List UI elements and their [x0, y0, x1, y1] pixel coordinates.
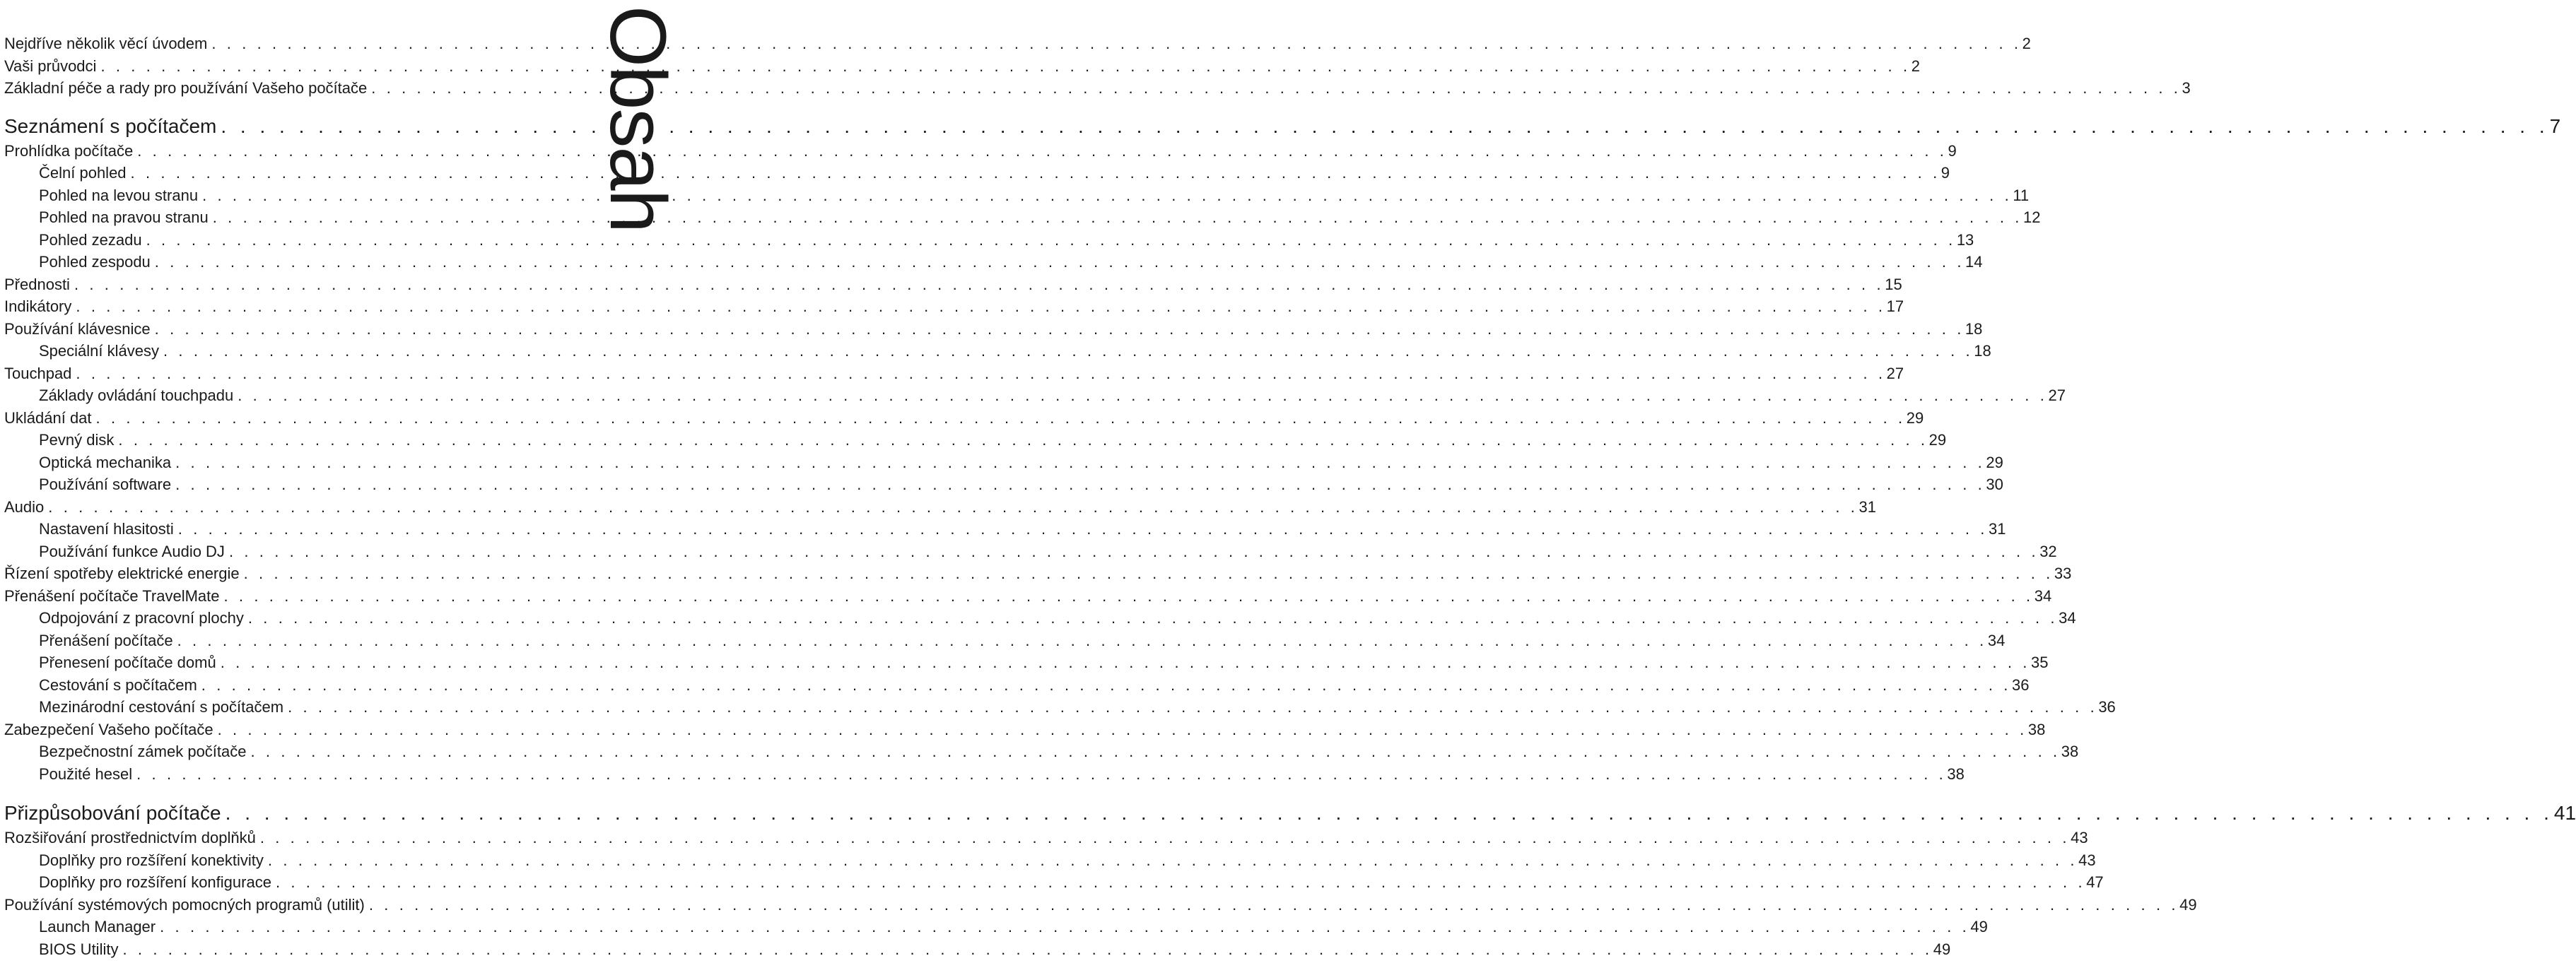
- toc-subsection[interactable]: [4, 740, 2079, 763]
- toc-section[interactable]: [4, 894, 2197, 916]
- toc-entry-label: Čelní pohled: [39, 164, 127, 182]
- toc-chapter[interactable]: [4, 112, 2561, 140]
- toc-subsection[interactable]: [4, 384, 2066, 407]
- toc-subsection[interactable]: [4, 451, 2003, 474]
- toc-subsection[interactable]: [4, 674, 2030, 697]
- toc-entry-label: Audio: [4, 497, 45, 516]
- toc-entry-label: Seznámení s počítačem: [4, 114, 217, 137]
- toc-entry-page: 47: [2086, 873, 2104, 891]
- dot-leader: . . . . . . . . . . . . . . . . . . . . . . . . . . . . . . . . . . . . . . . . . . . . . . . . . . . . . . . . . . . . . . . . . . . . . . . . . . . . . . . . . . . . . . . . . . . . . . . . . . . . . . . . . . . . . . . . . . . . . . . .: [223, 586, 2034, 605]
- dot-leader: . . . . . . . . . . . . . . . . . . . . . . . . . . . . . . . . . . . . . . . . . . . . . . . . . . . . . . . . . . . . . . . . . . . . . . . . . . . . . . . . . . . . . . . . . . . . . . . . . . . . . . . . . . . . . . . . . . . . . . . .: [175, 453, 1986, 471]
- toc-entry-label: Přednosti: [4, 275, 70, 293]
- dot-leader: . . . . . . . . . . . . . . . . . . . . . . . . . . . . . . . . . . . . . . . . . . . . . . . . . . . . . . . . . . . . . . . . . . . . . . . . . . . . . . . . . . . . . . . . . . . . . . . . . . . . . . . . . . . . . . . . . . . . . . . .: [146, 230, 1956, 249]
- toc-subsection[interactable]: [4, 251, 1983, 273]
- toc-entry-page: 18: [1974, 342, 1991, 360]
- dot-leader: . . . . . . . . . . . . . . . . . . . . . . . . . . . . . . . . . . . . . . . . . . . . . . . . . . . . . . . . . . . . . . . . . . . . . . . . . . . . . . . . . . . . . . . . . . . . . . . . . . . . . . . . . . . . . . . . . . . . . . . .: [136, 764, 1947, 783]
- toc-entry-page: 34: [1987, 631, 2006, 649]
- toc-entry-page: 49: [1933, 940, 1951, 958]
- dot-leader: . . . . . . . . . . . . . . . . . . . . . . . . . . . . . . . . . . . . . . . . . . . . . . . . . . . . . . . . . . . . . . . . . . . . . . . . . . . . . . . . . . . . . . . . . . . . . . . . . . . . . . . . . . . . . . . . . . . . . . . .: [74, 275, 1885, 293]
- toc-entry-page: 49: [1970, 918, 1988, 935]
- toc-subsection[interactable]: [4, 916, 1988, 938]
- dot-leader: . . . . . . . . . . . . . . . . . . . . . . . . . . . . . . . . . . . . . . . . . . . . . . . . . . . . . . . . . . . . . . . . . . . . . . . . . . . . . . . . . . . . . . . . . . . . . . . . . . . . . . . . . . . . . . . . . . . . . . . .: [202, 186, 2013, 204]
- toc-entry-label: Odpojování z pracovní plochy: [39, 609, 244, 627]
- toc-entry-page: 38: [2061, 743, 2079, 760]
- toc-entry-page: 35: [2030, 654, 2049, 671]
- toc-entry-page: 31: [1989, 520, 2006, 538]
- toc-entry-page: 13: [1956, 230, 1974, 249]
- toc-entry-label: Optická mechanika: [39, 453, 172, 471]
- toc-subsection[interactable]: [4, 849, 2096, 872]
- toc-section[interactable]: [4, 719, 2046, 741]
- toc-entry-page: 31: [1858, 497, 1877, 516]
- dot-leader: . . . . . . . . . . . . . . . . . . . . . . . . . . . . . . . . . . . . . . . . . . . . . . . . . . . . . . . . . . . . . . . . . . . . . . . . . . . . . . . . . . . . . . . . . . . . . . . . . . . . . . . . . . . . . . . . . . . . . . . .: [76, 297, 1886, 315]
- toc-entry-label: Vaši průvodci: [4, 57, 97, 75]
- toc-subsection[interactable]: [4, 184, 2030, 207]
- dot-leader: . . . . . . . . . . . . . . . . . . . . . . . . . . . . . . . . . . . . . . . . . . . . . . . . . . . . . . . . . . . . . . . . . . . . . . . . . . . . . . . . . . . . . . . . . . . . . . . . . . . . . . . . . . . . . . . . . . . . . . . .: [250, 743, 2061, 760]
- toc-subsection[interactable]: [4, 429, 1947, 451]
- dot-leader: . . . . . . . . . . . . . . . . . . . . . . . . . . . . . . . . . . . . . . . . . . . . . . . . . . . . . . . . . . . . . . . . . . . . . . . . . . . . . . . . . . . . . . . . . . . . . . . . . . . . . . . . . . . . . . . . . . . . . . . .: [76, 364, 1886, 382]
- toc-entry-label: Zabezpečení Vašeho počítače: [4, 720, 213, 738]
- dot-leader: . . . . . . . . . . . . . . . . . . . . . . . . . . . . . . . . . . . . . . . . . . . . . . . . . . . . . . . . . . . . . . . . . . . . . . . . . . . . . . . . . . . . . . . . . . . . . . . . . . . . . . . . . . . . . . . . . . . . . . . .: [163, 342, 1974, 360]
- toc-subsection[interactable]: [4, 651, 2049, 674]
- toc-entry-label: Speciální klávesy: [39, 342, 159, 360]
- toc-entry-label: Ukládání dat: [4, 408, 92, 427]
- dot-leader: . . . . . . . . . . . . . . . . . . . . . . . . . . . . . . . . . . . . . . . . . . . . . . . . . . . . . . . . . . . . . . . . . . . . . . . . . . . . . . . . . . . . . . . . . . . . . . . . . . . . . . . . . . . . . . . . . . . . . . . .: [177, 631, 1987, 649]
- toc-entry-page: 27: [1886, 364, 1904, 382]
- toc-entry-page: 12: [2022, 208, 2041, 226]
- toc-entry-page: 9: [1948, 141, 1957, 160]
- toc-entry-page: 11: [2013, 186, 2030, 204]
- toc-entry-label: Přenesení počítače domů: [39, 654, 216, 671]
- toc-entry-page: 17: [1886, 297, 1904, 315]
- dot-leader: . . . . . . . . . . . . . . . . . . . . . . . . . . . . . . . . . . . . . . . . . . . . . . . . . . . . . . . . . . . . . . . . . . . . . . . . . . . . . . . . . . . . . . . . . . . . . . . . . . . . . . . . . . . . . . . . . . . . . . . .: [201, 675, 2012, 694]
- toc-entry-label: Nejdříve několik věcí úvodem: [4, 35, 208, 52]
- toc-subsection[interactable]: [4, 696, 2116, 719]
- toc-section[interactable]: [4, 496, 1877, 519]
- toc-subsection[interactable]: [4, 518, 2006, 541]
- dot-leader: . . . . . . . . . . . . . . . . . . . . . . . . . . . . . . . . . . . . . . . . . . . . . . . . . . . . . . . . . . . . . . . . . . . . . . . . . . . . . . . . . . . . . . . . . . . . . . . . . . . . . . . . . . . . . . . . . . . . . . . .: [122, 940, 1933, 958]
- toc-subsection[interactable]: [4, 229, 1974, 252]
- dot-leader: . . . . . . . . . . . . . . . . . . . . . . . . . . . . . . . . . . . . . . . . . . . . . . . . . . . . . . . . . . . . . . . . . . . . . . . . . . . . . . . . . . . . . . . . . . . . . . . . . . . . . . . . . . . . . . . . . . . . . . . .: [154, 319, 1965, 338]
- toc-entry-page: 29: [1986, 453, 2003, 471]
- toc-entry-page: 34: [2059, 609, 2076, 627]
- toc-entry-label: Řízení spotřeby elektrické energie: [4, 565, 240, 582]
- toc-entry-label: Bezpečnostní zámek počítače: [39, 743, 247, 760]
- toc-entry-label: Přenášení počítače: [39, 631, 173, 649]
- toc-subsection[interactable]: [4, 206, 2041, 229]
- toc-section[interactable]: [4, 827, 2088, 849]
- dot-leader: . . . . . . . . . . . . . . . . . . . . . . . . . . . . . . . . . . . . . . . . . . . . . . . . . . . . . . . . . . . . . . . . . . . . . . . . . . . . . . . . . . . . . . . . . . . . . . . . . . . . . . . . . . . . . . . . . . . . . . . .: [247, 609, 2059, 627]
- toc-subsection[interactable]: [4, 162, 1950, 184]
- side-title: Obsah: [594, 6, 682, 232]
- toc-entry-label: Používání funkce Audio DJ: [39, 542, 225, 560]
- dot-leader: . . . . . . . . . . . . . . . . . . . . . . . . . . . . . . . . . . . . . . . . . . . . . . . . . . . . . . . . . . . . . . . . . . . . . . . . . . . . . . . . . . . . . . . . . . . . . . . . . . . . . . . . . . . . . . . . . . . . . . . .: [211, 35, 2022, 52]
- toc-entry-page: 41: [2553, 802, 2576, 824]
- toc-section[interactable]: [4, 295, 1904, 318]
- toc-entry-page: 32: [2039, 542, 2057, 560]
- toc-entry-label: Nastavení hlasitosti: [39, 520, 174, 538]
- toc-entry-page: 2: [1911, 57, 1920, 75]
- dot-leader: . . . . . . . . . . . . . . . . . . . . . . . . . . . . . . . . . . . . . . . . . . . . . . . . . . . . . . . . . . . . . . . . . . . . . . . . . . . . . . . . . . . . . . . . . . . . . . . . . . . . . . . . . . . . . . . . . . . . . . . .: [225, 802, 2553, 824]
- dot-leader: . . . . . . . . . . . . . . . . . . . . . . . . . . . . . . . . . . . . . . . . . . . . . . . . . . . . . . . . . . . . . . . . . . . . . . . . . . . . . . . . . . . . . . . . . . . . . . . . . . . . . . . . . . . . . . . . . . . . . . . .: [160, 918, 1970, 935]
- toc-entry-label: Prohlídka počítače: [4, 141, 134, 160]
- toc-entry-page: 3: [2182, 79, 2191, 97]
- dot-leader: . . . . . . . . . . . . . . . . . . . . . . . . . . . . . . . . . . . . . . . . . . . . . . . . . . . . . . . . . . . . . . . . . . . . . . . . . . . . . . . . . . . . . . . . . . . . . . . . . . . . . . . . . . . . . . . . . . . . . . . .: [368, 895, 2179, 914]
- toc-section[interactable]: [4, 33, 2031, 55]
- dot-leader: . . . . . . . . . . . . . . . . . . . . . . . . . . . . . . . . . . . . . . . . . . . . . . . . . . . . . . . . . . . . . . . . . . . . . . . . . . . . . . . . . . . . . . . . . . . . . . . . . . . . . . . . . . . . . . . . . . . . . . . .: [175, 476, 1986, 493]
- dot-leader: . . . . . . . . . . . . . . . . . . . . . . . . . . . . . . . . . . . . . . . . . . . . . . . . . . . . . . . . . . . . . . . . . . . . . . . . . . . . . . . . . . . . . . . . . . . . . . . . . . . . . . . . . . . . . . . . . . . . . . . .: [221, 114, 2549, 137]
- toc-entry-label: Pohled na pravou stranu: [39, 208, 209, 226]
- toc-entry-page: 15: [1885, 275, 1902, 293]
- toc-subsection[interactable]: [4, 630, 2006, 652]
- toc-entry-label: Pevný disk: [39, 431, 115, 449]
- toc-entry-label: Používání software: [39, 476, 172, 493]
- toc-subsection[interactable]: [4, 763, 1965, 786]
- toc-subsection[interactable]: [4, 871, 2104, 894]
- toc-entry-label: Základní péče a rady pro používání Vašeho počítače: [4, 79, 368, 97]
- dot-leader: . . . . . . . . . . . . . . . . . . . . . . . . . . . . . . . . . . . . . . . . . . . . . . . . . . . . . . . . . . . . . . . . . . . . . . . . . . . . . . . . . . . . . . . . . . . . . . . . . . . . . . . . . . . . . . . . . . . . . . . .: [238, 386, 2048, 404]
- dot-leader: . . . . . . . . . . . . . . . . . . . . . . . . . . . . . . . . . . . . . . . . . . . . . . . . . . . . . . . . . . . . . . . . . . . . . . . . . . . . . . . . . . . . . . . . . . . . . . . . . . . . . . . . . . . . . . . . . . . . . . . .: [220, 654, 2030, 671]
- toc-entry-page: 43: [2071, 829, 2088, 846]
- toc-subsection[interactable]: [4, 340, 1991, 362]
- toc-entry-label: Pohled na levou stranu: [39, 186, 199, 204]
- dot-leader: . . . . . . . . . . . . . . . . . . . . . . . . . . . . . . . . . . . . . . . . . . . . . . . . . . . . . . . . . . . . . . . . . . . . . . . . . . . . . . . . . . . . . . . . . . . . . . . . . . . . . . . . . . . . . . . . . . . . . . . .: [100, 57, 1911, 75]
- dot-leader: . . . . . . . . . . . . . . . . . . . . . . . . . . . . . . . . . . . . . . . . . . . . . . . . . . . . . . . . . . . . . . . . . . . . . . . . . . . . . . . . . . . . . . . . . . . . . . . . . . . . . . . . . . . . . . . . . . . . . . . .: [95, 408, 1906, 427]
- toc-entry-page: 38: [1947, 764, 1965, 783]
- toc-subsection[interactable]: [4, 607, 2076, 630]
- toc-entry-page: 29: [1928, 431, 1947, 449]
- dot-leader: . . . . . . . . . . . . . . . . . . . . . . . . . . . . . . . . . . . . . . . . . . . . . . . . . . . . . . . . . . . . . . . . . . . . . . . . . . . . . . . . . . . . . . . . . . . . . . . . . . . . . . . . . . . . . . . . . . . . . . . .: [137, 141, 1948, 160]
- toc-section[interactable]: [4, 407, 1924, 430]
- toc-entry-label: Přenášení počítače TravelMate: [4, 586, 220, 605]
- toc-entry-label: Základy ovládání touchpadu: [39, 386, 234, 404]
- toc-subsection[interactable]: [4, 541, 2057, 563]
- toc-chapter[interactable]: [4, 799, 2576, 827]
- toc-entry-label: BIOS Utility: [39, 940, 119, 958]
- toc-section[interactable]: [4, 77, 2191, 100]
- toc-entry-label: Používání systémových pomocných programů (utilit): [4, 895, 365, 914]
- toc-entry-page: 33: [2054, 565, 2072, 582]
- toc-entry-label: Mezinárodní cestování s počítačem: [39, 698, 284, 716]
- toc-subsection[interactable]: [4, 473, 2003, 496]
- toc-entry-page: 7: [2549, 114, 2561, 137]
- toc-entry-label: Indikátory: [4, 297, 72, 315]
- toc-entry-page: 36: [2012, 675, 2030, 694]
- toc-entry-label: Pohled zezadu: [39, 230, 142, 249]
- toc-entry-label: Používání klávesnice: [4, 319, 151, 338]
- dot-leader: . . . . . . . . . . . . . . . . . . . . . . . . . . . . . . . . . . . . . . . . . . . . . . . . . . . . . . . . . . . . . . . . . . . . . . . . . . . . . . . . . . . . . . . . . . . . . . . . . . . . . . . . . . . . . . . . . . . . . . . .: [371, 79, 2182, 97]
- dot-leader: . . . . . . . . . . . . . . . . . . . . . . . . . . . . . . . . . . . . . . . . . . . . . . . . . . . . . . . . . . . . . . . . . . . . . . . . . . . . . . . . . . . . . . . . . . . . . . . . . . . . . . . . . . . . . . . . . . . . . . . .: [275, 873, 2086, 891]
- toc-entry-label: Použité hesel: [39, 764, 133, 783]
- toc-section[interactable]: [4, 55, 1920, 78]
- toc-entry-page: 38: [2027, 720, 2046, 738]
- toc-entry-page: 14: [1965, 253, 1983, 271]
- dot-leader: . . . . . . . . . . . . . . . . . . . . . . . . . . . . . . . . . . . . . . . . . . . . . . . . . . . . . . . . . . . . . . . . . . . . . . . . . . . . . . . . . . . . . . . . . . . . . . . . . . . . . . . . . . . . . . . . . . . . . . . .: [130, 164, 1940, 182]
- toc-section[interactable]: [4, 562, 2072, 585]
- dot-leader: . . . . . . . . . . . . . . . . . . . . . . . . . . . . . . . . . . . . . . . . . . . . . . . . . . . . . . . . . . . . . . . . . . . . . . . . . . . . . . . . . . . . . . . . . . . . . . . . . . . . . . . . . . . . . . . . . . . . . . . .: [217, 720, 2027, 738]
- dot-leader: . . . . . . . . . . . . . . . . . . . . . . . . . . . . . . . . . . . . . . . . . . . . . . . . . . . . . . . . . . . . . . . . . . . . . . . . . . . . . . . . . . . . . . . . . . . . . . . . . . . . . . . . . . . . . . . . . . . . . . . .: [267, 851, 2078, 869]
- toc-entry-page: 27: [2048, 386, 2066, 404]
- toc-entry-label: Rozšiřování prostřednictvím doplňků: [4, 829, 256, 846]
- dot-leader: . . . . . . . . . . . . . . . . . . . . . . . . . . . . . . . . . . . . . . . . . . . . . . . . . . . . . . . . . . . . . . . . . . . . . . . . . . . . . . . . . . . . . . . . . . . . . . . . . . . . . . . . . . . . . . . . . . . . . . . .: [177, 520, 1989, 538]
- toc-entry-label: Cestování s počítačem: [39, 675, 197, 694]
- dot-leader: . . . . . . . . . . . . . . . . . . . . . . . . . . . . . . . . . . . . . . . . . . . . . . . . . . . . . . . . . . . . . . . . . . . . . . . . . . . . . . . . . . . . . . . . . . . . . . . . . . . . . . . . . . . . . . . . . . . . . . . .: [243, 565, 2054, 582]
- toc-entry-page: 2: [2022, 35, 2031, 52]
- toc-entry-label: Touchpad: [4, 364, 72, 382]
- toc-subsection[interactable]: [4, 938, 1951, 961]
- toc-entry-page: 43: [2078, 851, 2096, 869]
- toc-entry-page: 30: [1986, 476, 2003, 493]
- toc-section[interactable]: [4, 318, 1983, 341]
- toc-entry-page: 18: [1965, 319, 1983, 338]
- toc-section[interactable]: [4, 140, 1957, 163]
- toc-entry-label: Launch Manager: [39, 918, 156, 935]
- toc-section[interactable]: [4, 585, 2052, 608]
- toc-entry-label: Přizpůsobování počítače: [4, 802, 221, 824]
- toc-entry-label: Doplňky pro rozšíření konektivity: [39, 851, 264, 869]
- toc-entry-label: Pohled zespodu: [39, 253, 151, 271]
- dot-leader: . . . . . . . . . . . . . . . . . . . . . . . . . . . . . . . . . . . . . . . . . . . . . . . . . . . . . . . . . . . . . . . . . . . . . . . . . . . . . . . . . . . . . . . . . . . . . . . . . . . . . . . . . . . . . . . . . . . . . . . .: [154, 253, 1965, 271]
- dot-leader: . . . . . . . . . . . . . . . . . . . . . . . . . . . . . . . . . . . . . . . . . . . . . . . . . . . . . . . . . . . . . . . . . . . . . . . . . . . . . . . . . . . . . . . . . . . . . . . . . . . . . . . . . . . . . . . . . . . . . . . .: [48, 497, 1858, 516]
- toc-section[interactable]: [4, 273, 1902, 296]
- dot-leader: . . . . . . . . . . . . . . . . . . . . . . . . . . . . . . . . . . . . . . . . . . . . . . . . . . . . . . . . . . . . . . . . . . . . . . . . . . . . . . . . . . . . . . . . . . . . . . . . . . . . . . . . . . . . . . . . . . . . . . . .: [259, 829, 2071, 846]
- toc-entry-page: 29: [1906, 408, 1924, 427]
- toc-entry-page: 36: [2098, 698, 2116, 716]
- dot-leader: . . . . . . . . . . . . . . . . . . . . . . . . . . . . . . . . . . . . . . . . . . . . . . . . . . . . . . . . . . . . . . . . . . . . . . . . . . . . . . . . . . . . . . . . . . . . . . . . . . . . . . . . . . . . . . . . . . . . . . . .: [118, 431, 1928, 449]
- toc-entry-page: 49: [2179, 895, 2197, 914]
- toc-section[interactable]: [4, 362, 1904, 385]
- dot-leader: . . . . . . . . . . . . . . . . . . . . . . . . . . . . . . . . . . . . . . . . . . . . . . . . . . . . . . . . . . . . . . . . . . . . . . . . . . . . . . . . . . . . . . . . . . . . . . . . . . . . . . . . . . . . . . . . . . . . . . . .: [288, 698, 2098, 716]
- toc-entry-page: 34: [2034, 586, 2052, 605]
- dot-leader: . . . . . . . . . . . . . . . . . . . . . . . . . . . . . . . . . . . . . . . . . . . . . . . . . . . . . . . . . . . . . . . . . . . . . . . . . . . . . . . . . . . . . . . . . . . . . . . . . . . . . . . . . . . . . . . . . . . . . . . .: [212, 208, 2022, 226]
- toc-entry-label: Doplňky pro rozšíření konfigurace: [39, 873, 271, 891]
- toc-entry-page: 9: [1940, 164, 1950, 182]
- dot-leader: . . . . . . . . . . . . . . . . . . . . . . . . . . . . . . . . . . . . . . . . . . . . . . . . . . . . . . . . . . . . . . . . . . . . . . . . . . . . . . . . . . . . . . . . . . . . . . . . . . . . . . . . . . . . . . . . . . . . . . . .: [228, 542, 2039, 560]
